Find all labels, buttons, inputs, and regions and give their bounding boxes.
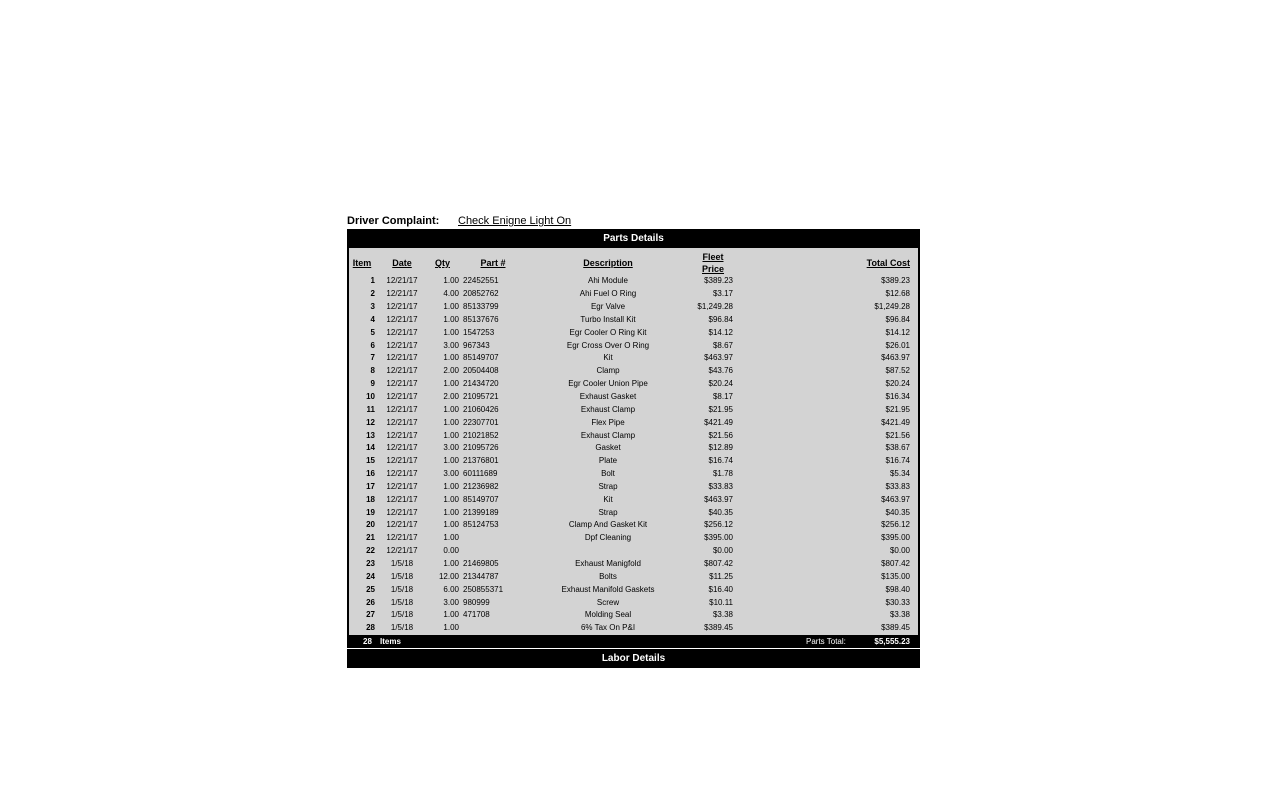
row-part-number (463, 545, 523, 558)
row-qty: 1.00 (443, 481, 459, 491)
row-description: Exhaust Clamp (580, 404, 636, 414)
row-date: 12/21/17 (386, 533, 418, 543)
row-date: 12/21/17 (386, 327, 418, 337)
row-qty: 6.00 (443, 584, 459, 594)
row-description: Bolt (601, 469, 615, 479)
row-fleet-price: $389.45 (704, 623, 733, 633)
row-fleet-price: $3.38 (712, 610, 733, 620)
row-qty: 1.00 (443, 623, 459, 633)
row-fleet-price: $807.42 (704, 558, 733, 568)
row-fleet-price: $21.95 (708, 404, 733, 414)
row-item-number: 4 (370, 314, 375, 324)
row-fleet-price: $96.84 (708, 314, 733, 324)
row-fleet-price: $10.11 (709, 597, 733, 607)
row-date: 12/21/17 (386, 507, 418, 517)
row-part-number: 21095721 (463, 392, 499, 402)
row-item-number: 1 (370, 276, 375, 286)
row-fleet-price: $21.56 (708, 430, 733, 440)
column-header-fleet-price: Fleet Price (701, 252, 725, 274)
row-description: Clamp (596, 366, 620, 376)
row-date: 12/21/17 (386, 276, 418, 286)
row-description: Egr Cooler O Ring Kit (569, 327, 647, 337)
row-date: 12/21/17 (386, 366, 418, 376)
row-part-number: 1547253 (463, 327, 495, 337)
row-part-number: 22307701 (463, 417, 499, 427)
row-item-number: 12 (366, 417, 375, 427)
row-description: Ahi Module (587, 276, 629, 286)
work-order-document (347, 214, 920, 668)
row-item-number: 24 (366, 571, 375, 581)
row-total-cost: $395.00 (881, 533, 910, 543)
row-item-number: 25 (366, 584, 375, 594)
row-total-cost: $96.84 (885, 314, 910, 324)
row-qty: 3.00 (443, 469, 459, 479)
row-description: Exhaust Manigfold (575, 558, 641, 568)
row-item-number: 26 (366, 597, 375, 607)
row-fleet-price: $20.24 (708, 379, 733, 389)
row-description: Kit (603, 353, 613, 363)
row-qty: 1.00 (443, 314, 459, 324)
row-qty: 1.00 (443, 353, 459, 363)
row-item-number: 22 (366, 546, 375, 556)
row-date: 12/21/17 (386, 469, 418, 479)
row-fleet-price: $40.35 (708, 507, 733, 517)
row-description: Egr Cooler Union Pipe (568, 379, 648, 389)
row-date: 12/21/17 (386, 392, 418, 402)
table-row (349, 519, 918, 532)
row-description: Bolts (599, 571, 617, 581)
row-qty: 1.00 (443, 610, 459, 620)
row-qty: 1.00 (443, 379, 459, 389)
row-item-number: 3 (370, 302, 375, 312)
row-item-number: 5 (370, 327, 375, 337)
row-fleet-price: $14.12 (708, 327, 733, 337)
row-total-cost: $26.01 (885, 340, 910, 350)
table-row (349, 326, 918, 339)
row-date: 1/5/18 (390, 584, 414, 594)
table-row (349, 558, 918, 571)
table-row (349, 391, 918, 404)
row-qty: 3.00 (443, 340, 459, 350)
row-date: 12/21/17 (386, 494, 418, 504)
row-total-cost: $5.34 (889, 469, 910, 479)
row-date: 12/21/17 (386, 340, 418, 350)
row-fleet-price: $1,249.28 (697, 302, 733, 312)
row-part-number: 85149707 (463, 494, 499, 504)
driver-complaint (347, 214, 920, 229)
row-date: 12/21/17 (386, 289, 418, 299)
row-description: Egr Valve (590, 302, 626, 312)
row-total-cost: $12.68 (885, 289, 910, 299)
row-qty: 3.00 (443, 443, 459, 453)
table-row (349, 429, 918, 442)
row-qty: 1.00 (443, 507, 459, 517)
table-row (349, 275, 918, 288)
row-part-number: 967343 (463, 340, 490, 350)
row-date: 12/21/17 (386, 443, 418, 453)
row-date: 12/21/17 (386, 481, 418, 491)
row-qty: 4.00 (443, 289, 459, 299)
row-total-cost: $21.56 (885, 430, 910, 440)
row-part-number: 21095726 (463, 443, 499, 453)
column-header-date: Date (392, 258, 412, 268)
table-row (349, 365, 918, 378)
row-qty: 1.00 (443, 404, 459, 414)
row-date: 1/5/18 (390, 558, 414, 568)
table-row (349, 352, 918, 365)
row-fleet-price: $389.23 (704, 276, 733, 286)
row-fleet-price: $11.25 (709, 571, 733, 581)
row-item-number: 27 (366, 610, 375, 620)
table-row (349, 493, 918, 506)
row-total-cost: $87.52 (885, 366, 910, 376)
row-fleet-price: $12.89 (708, 443, 733, 453)
row-qty: 2.00 (443, 392, 459, 402)
row-fleet-price: $395.00 (704, 533, 733, 543)
row-item-number: 7 (370, 353, 375, 363)
row-description: Ahi Fuel O Ring (579, 289, 637, 299)
row-description (523, 545, 693, 558)
column-header-item: Item (352, 258, 372, 268)
row-total-cost: $21.95 (885, 404, 910, 414)
row-item-number: 10 (366, 392, 375, 402)
table-row (349, 609, 918, 622)
row-total-cost: $3.38 (889, 610, 910, 620)
table-row (349, 570, 918, 583)
row-total-cost: $389.45 (881, 623, 910, 633)
row-date: 12/21/17 (386, 379, 418, 389)
row-description: Strap (598, 481, 618, 491)
row-qty: 12.00 (438, 571, 459, 581)
row-item-number: 2 (370, 289, 375, 299)
row-total-cost: $40.35 (885, 507, 910, 517)
row-fleet-price: $0.00 (712, 546, 733, 556)
row-date: 1/5/18 (390, 597, 414, 607)
table-row (349, 455, 918, 468)
row-description: Exhaust Manifold Gaskets (561, 584, 655, 594)
row-part-number: 21399189 (463, 507, 499, 517)
row-part-number: 21060426 (463, 404, 499, 414)
parts-totals-bar (347, 635, 920, 648)
row-fleet-price: $3.17 (712, 289, 733, 299)
items-label: Items (380, 636, 401, 646)
row-qty: 1.00 (443, 327, 459, 337)
row-date: 12/21/17 (386, 302, 418, 312)
row-qty: 1.00 (443, 276, 459, 286)
row-fleet-price: $463.97 (704, 353, 733, 363)
row-qty: 1.00 (443, 558, 459, 568)
table-row (349, 314, 918, 327)
table-row (349, 596, 918, 609)
row-date: 12/21/17 (386, 417, 418, 427)
row-part-number: 85124753 (463, 520, 499, 530)
row-part-number: 21021852 (463, 430, 499, 440)
row-item-number: 20 (366, 520, 375, 530)
column-header-total-cost: Total Cost (866, 258, 910, 268)
row-item-number: 9 (370, 379, 375, 389)
driver-complaint-label: Driver Complaint: (347, 215, 440, 227)
row-item-number: 6 (370, 340, 375, 350)
row-total-cost: $30.33 (885, 597, 910, 607)
row-part-number: 21434720 (463, 379, 499, 389)
table-row (349, 532, 918, 545)
row-total-cost: $389.23 (881, 276, 910, 286)
row-fleet-price: $16.74 (708, 456, 733, 466)
table-row (349, 583, 918, 596)
row-part-number (463, 532, 523, 545)
row-description: Gasket (595, 443, 621, 453)
row-qty: 1.00 (443, 494, 459, 504)
row-description: Kit (603, 494, 613, 504)
row-qty: 1.00 (443, 430, 459, 440)
row-part-number: 21469805 (463, 558, 499, 568)
parts-total-value: $5,555.23 (874, 636, 910, 646)
row-total-cost: $98.40 (885, 584, 910, 594)
row-description: Turbo Install Kit (580, 314, 636, 324)
table-row (349, 481, 918, 494)
row-date: 1/5/18 (390, 623, 414, 633)
row-fleet-price: $421.49 (704, 417, 733, 427)
row-fleet-price: $1.78 (712, 469, 733, 479)
column-header-qty: Qty (434, 258, 450, 268)
row-item-number: 15 (366, 456, 375, 466)
row-date: 1/5/18 (390, 571, 414, 581)
row-total-cost: $421.49 (881, 417, 910, 427)
table-row (349, 378, 918, 391)
parts-table-container (347, 248, 920, 635)
row-part-number: 85149707 (463, 353, 499, 363)
row-description: Plate (598, 456, 618, 466)
parts-total-label: Parts Total: (806, 636, 846, 646)
table-row (349, 468, 918, 481)
row-part-number: 21236982 (463, 481, 499, 491)
row-total-cost: $463.97 (881, 353, 910, 363)
row-part-number: 20852762 (463, 289, 499, 299)
row-qty: 0.00 (443, 546, 459, 556)
row-fleet-price: $8.67 (712, 340, 733, 350)
row-description: Screw (596, 597, 620, 607)
row-part-number: 250855371 (463, 584, 504, 594)
parts-table-body (349, 275, 918, 635)
driver-complaint-value: Check Enigne Light On (458, 215, 572, 227)
row-qty: 1.00 (443, 520, 459, 530)
row-total-cost: $33.83 (885, 481, 910, 491)
row-description: Strap (598, 507, 618, 517)
row-part-number: 21376801 (463, 456, 499, 466)
row-description: Egr Cross Over O Ring (566, 340, 650, 350)
row-part-number: 20504408 (463, 366, 499, 376)
row-part-number: 21344787 (463, 571, 499, 581)
table-row (349, 545, 918, 558)
table-row (349, 416, 918, 429)
row-item-number: 23 (366, 558, 375, 568)
row-qty: 2.00 (443, 366, 459, 376)
row-date: 12/21/17 (386, 404, 418, 414)
row-date: 12/21/17 (386, 353, 418, 363)
row-description: Flex Pipe (591, 417, 625, 427)
row-part-number (463, 622, 523, 635)
row-description: 6% Tax On P&I (580, 623, 636, 633)
row-date: 12/21/17 (386, 520, 418, 530)
row-total-cost: $16.34 (885, 392, 910, 402)
row-item-number: 18 (366, 494, 375, 504)
row-date: 12/21/17 (386, 314, 418, 324)
row-total-cost: $807.42 (881, 558, 910, 568)
parts-details-header: Parts Details (347, 229, 920, 248)
row-total-cost: $16.74 (885, 456, 910, 466)
row-description: Molding Seal (584, 610, 632, 620)
row-total-cost: $20.24 (885, 379, 910, 389)
row-description: Exhaust Gasket (579, 392, 637, 402)
table-row (349, 403, 918, 416)
row-part-number: 85133799 (463, 302, 499, 312)
row-qty: 3.00 (443, 597, 459, 607)
table-row (349, 288, 918, 301)
item-count: 28 (363, 636, 372, 646)
row-item-number: 11 (366, 404, 375, 414)
row-part-number: 22452551 (463, 276, 499, 286)
row-total-cost: $256.12 (881, 520, 910, 530)
row-total-cost: $463.97 (881, 494, 910, 504)
row-fleet-price: $16.40 (708, 584, 733, 594)
row-qty: 1.00 (443, 302, 459, 312)
row-description: Exhaust Clamp (580, 430, 636, 440)
row-item-number: 13 (366, 430, 375, 440)
row-qty: 1.00 (443, 533, 459, 543)
row-fleet-price: $33.83 (708, 481, 733, 491)
row-item-number: 28 (366, 623, 375, 633)
column-header-description: Description (583, 258, 633, 268)
table-row (349, 442, 918, 455)
row-item-number: 21 (366, 533, 375, 543)
row-item-number: 16 (366, 469, 375, 479)
column-header-part-number: Part # (480, 258, 506, 268)
table-row (349, 622, 918, 635)
table-row (349, 506, 918, 519)
row-qty: 1.00 (443, 417, 459, 427)
row-item-number: 14 (366, 443, 375, 453)
row-part-number: 471708 (463, 610, 490, 620)
row-date: 1/5/18 (390, 610, 414, 620)
row-item-number: 8 (370, 366, 375, 376)
row-date: 12/21/17 (386, 430, 418, 440)
row-date: 12/21/17 (386, 546, 418, 556)
row-total-cost: $135.00 (881, 571, 910, 581)
row-total-cost: $38.67 (885, 443, 910, 453)
row-item-number: 17 (366, 481, 375, 491)
row-part-number: 980999 (463, 597, 490, 607)
row-part-number: 60111689 (463, 469, 498, 479)
row-date: 12/21/17 (386, 456, 418, 466)
row-qty: 1.00 (443, 456, 459, 466)
row-description: Clamp And Gasket Kit (568, 520, 648, 530)
row-fleet-price: $463.97 (704, 494, 733, 504)
row-total-cost: $1,249.28 (874, 302, 910, 312)
row-fleet-price: $256.12 (704, 520, 733, 530)
row-part-number: 85137676 (463, 314, 499, 324)
row-fleet-price: $8.17 (712, 392, 733, 402)
row-total-cost: $0.00 (889, 546, 910, 556)
row-total-cost: $14.12 (885, 327, 910, 337)
parts-table (349, 251, 918, 635)
row-description: Dpf Cleaning (584, 533, 632, 543)
table-row (349, 339, 918, 352)
row-item-number: 19 (366, 507, 375, 517)
labor-details-header: Labor Details (347, 649, 920, 668)
table-row (349, 301, 918, 314)
row-fleet-price: $43.76 (708, 366, 733, 376)
parts-table-header-row (349, 251, 918, 275)
